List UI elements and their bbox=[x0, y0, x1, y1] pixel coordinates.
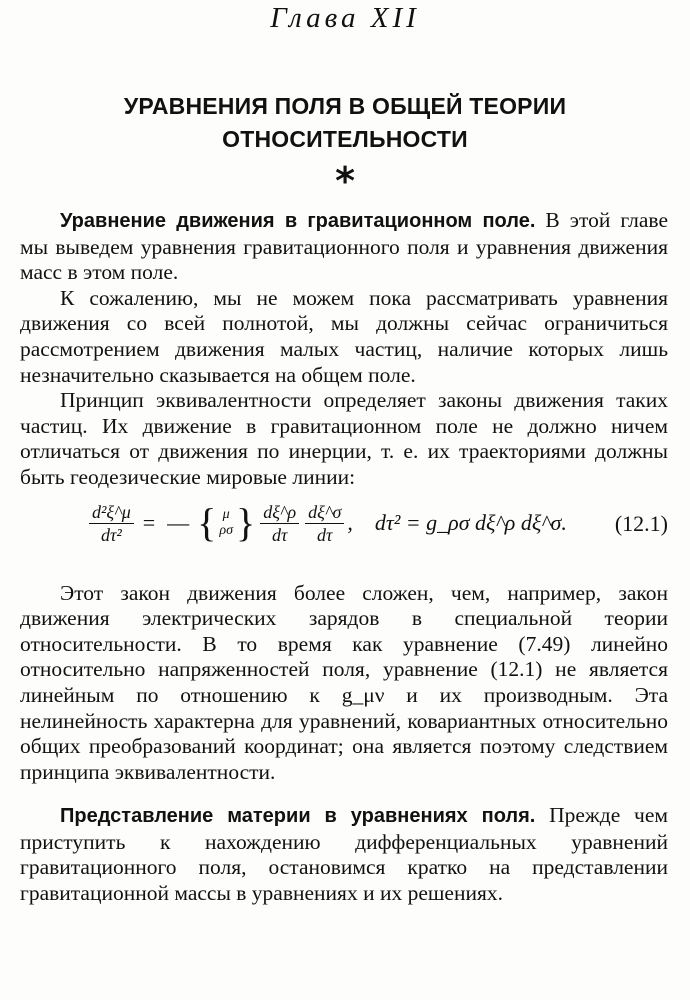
christoffel-lower-indices: ρσ bbox=[219, 523, 233, 539]
equation-body bbox=[86, 501, 567, 546]
section-runin-heading-1: Уравнение движения в гравитационном поле. bbox=[60, 210, 536, 232]
right-brace-icon: } bbox=[235, 500, 256, 546]
lhs-numerator: d²ξ^μ bbox=[89, 501, 134, 524]
equation-number: (12.1) bbox=[614, 510, 668, 536]
velocity-2-denominator: dτ bbox=[317, 524, 333, 545]
paragraph-5-text: Прежде чем приступить к нахождению дифференциальных уравнений гравитационного поля, остановимся кратко на представлении гравитационной массы в уравнениях и их решениях. bbox=[20, 803, 668, 906]
lhs-fraction bbox=[89, 501, 134, 546]
body-text bbox=[20, 208, 668, 907]
paragraph-3: Принцип эквивалентности определяет законы движения таких частиц. Их движение в гравитационном поле не должно ничем отличаться от движения по инерции, т. е. их траекториями должны быть геодезические мировые линии: bbox=[20, 388, 668, 489]
paragraph-1-text: В этой главе мы выведем уравнения гравитационного поля и уравнения движения масс в этом поле. bbox=[20, 208, 668, 285]
left-brace-icon: { bbox=[197, 500, 217, 546]
asterism-ornament: * bbox=[335, 159, 355, 203]
paragraph-2: К сожалению, мы не можем пока рассматривать уравнения движения со всей полнотой, мы должны сейчас ограничиться рассмотрением движения малых частиц, наличие которых лишь незначительно сказывается на общем поле. bbox=[20, 285, 668, 387]
metric-relation: dτ² = g_ρσ dξ^ρ dξ^σ. bbox=[374, 510, 567, 536]
chapter-heading: Глава XII bbox=[270, 2, 420, 34]
chapter-title bbox=[60, 90, 630, 156]
velocity-fraction-1 bbox=[260, 501, 299, 546]
equals-sign: = bbox=[142, 510, 156, 536]
lhs-denominator: dτ² bbox=[100, 524, 122, 545]
minus-sign: — bbox=[167, 510, 190, 536]
velocity-fraction-2 bbox=[305, 501, 344, 546]
christoffel-upper-index: μ bbox=[222, 507, 230, 523]
chapter-title-line-2: ОТНОСИТЕЛЬНОСТИ bbox=[222, 126, 468, 152]
equation-comma: , bbox=[347, 510, 353, 536]
paragraph-5 bbox=[20, 803, 668, 906]
chapter-title-line-1: УРАВНЕНИЯ ПОЛЯ В ОБЩЕЙ ТЕОРИИ bbox=[123, 93, 567, 119]
velocity-1-denominator: dτ bbox=[271, 524, 288, 545]
equation-12-1 bbox=[20, 497, 668, 557]
paragraph-1 bbox=[20, 208, 668, 286]
velocity-2-numerator: dξ^σ bbox=[305, 501, 344, 524]
section-runin-heading-2: Представление материи в уравнениях поля. bbox=[60, 805, 536, 828]
christoffel-symbol bbox=[219, 507, 233, 539]
velocity-1-numerator: dξ^ρ bbox=[260, 501, 299, 524]
paragraph-4: Этот закон движения более сложен, чем, например, закон движения электрических зарядов в специальной теории относительности. В то время как уравнение (7.49) линейно относительно напряженностей поля, уравнение (12.1) не является линейным по отношению к g_μν и их производным. Эта нелинейность характерна для уравнений, ковариантных относительно общих преобразований координат; она является поэтому следствием принципа эквивалентности. bbox=[20, 580, 668, 784]
